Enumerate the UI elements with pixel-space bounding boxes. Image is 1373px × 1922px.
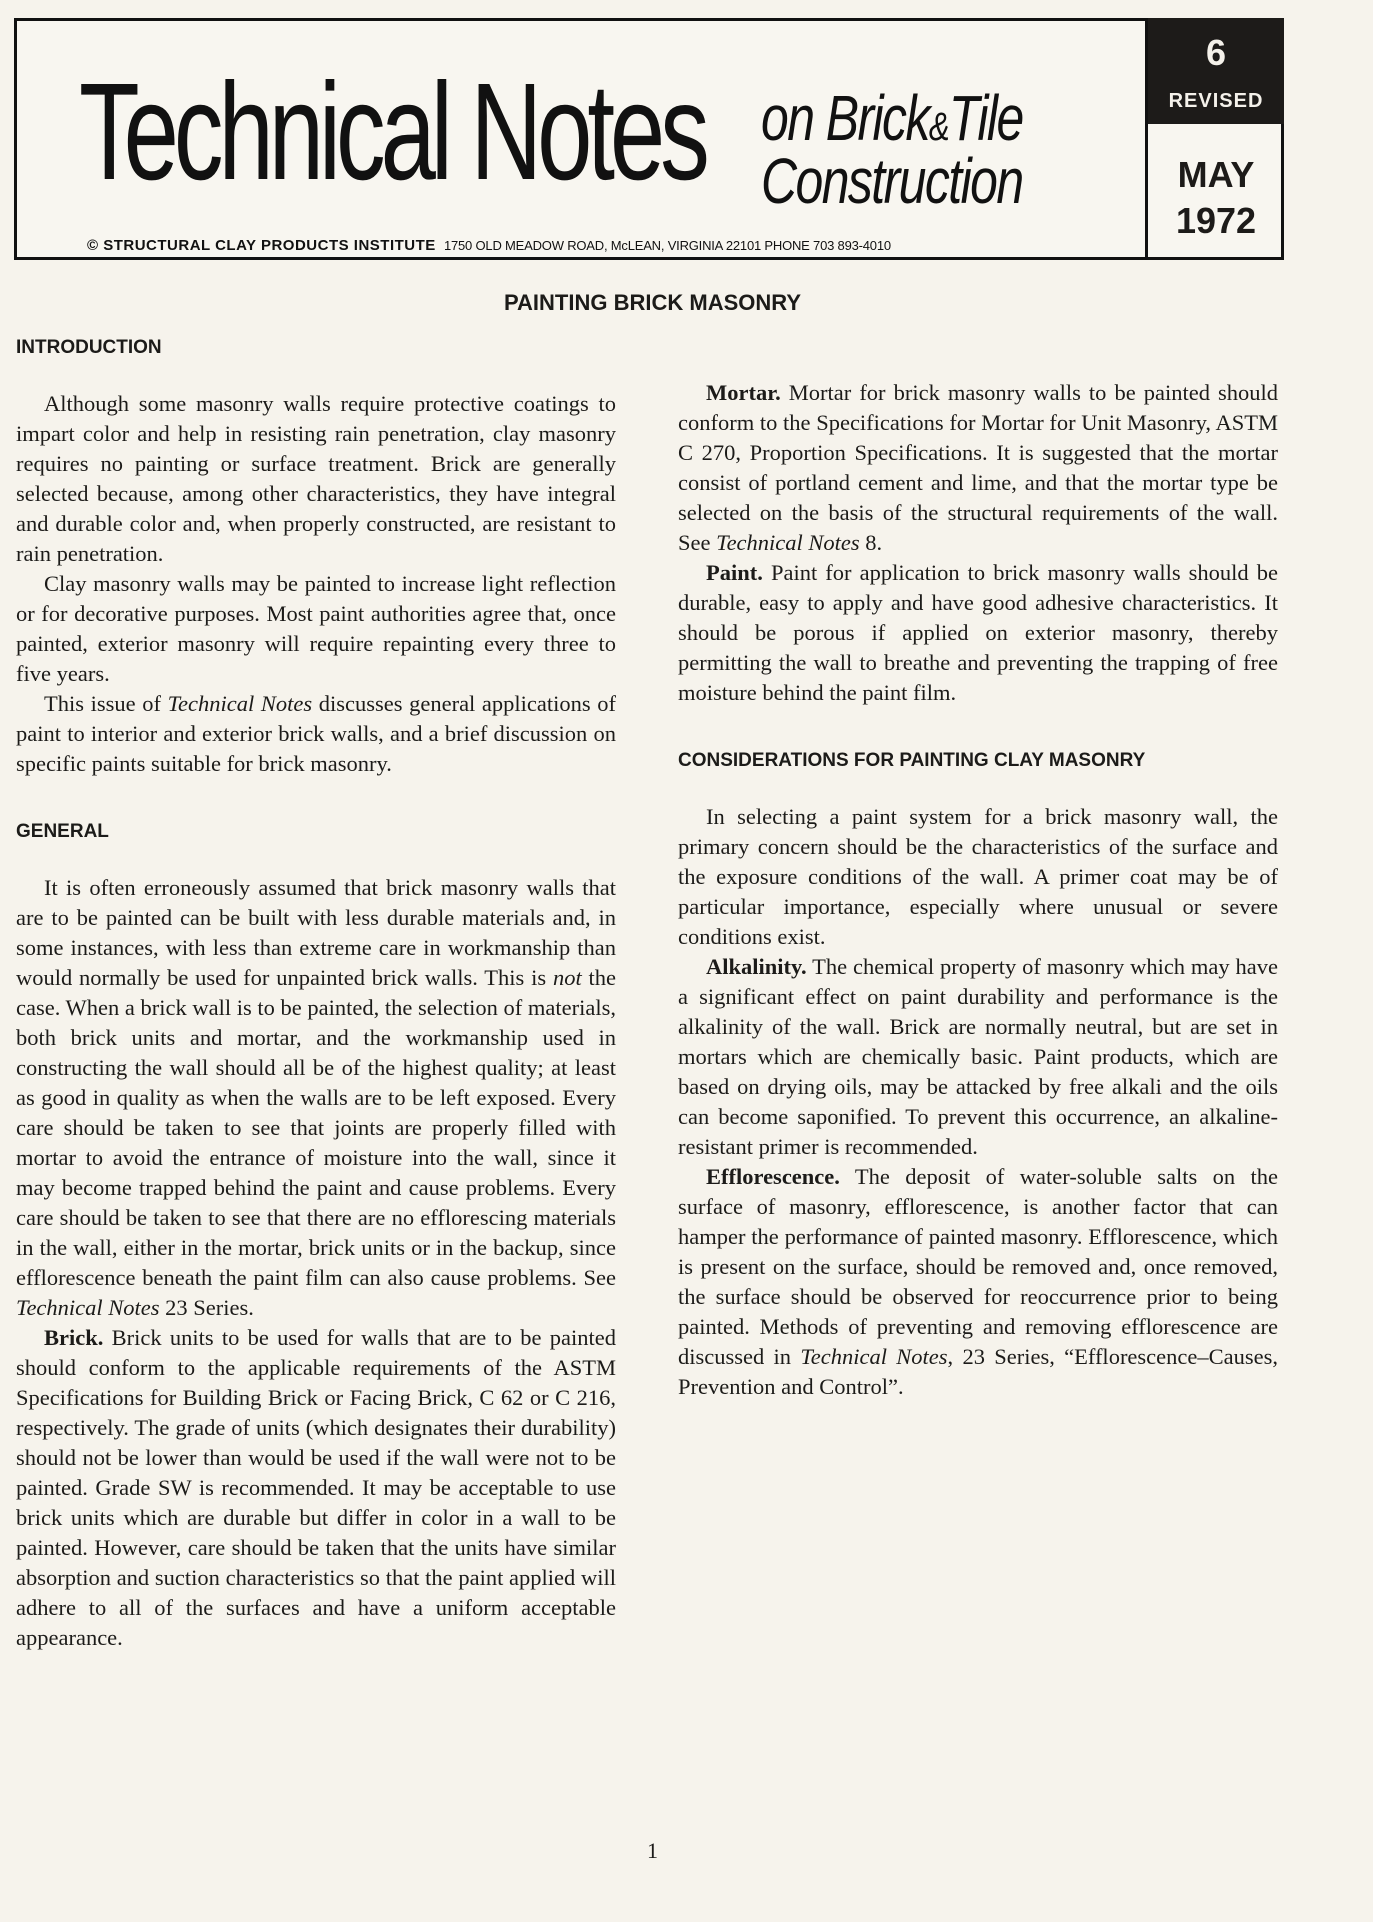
- document-title: PAINTING BRICK MASONRY: [504, 290, 801, 315]
- issue-badge: [1148, 18, 1284, 124]
- subtitle-tile: Tile: [948, 82, 1023, 154]
- masthead-box: [14, 18, 1284, 260]
- brick-paragraph: [16, 1323, 616, 1653]
- efflorescence-emphasis: Technical Notes: [800, 1344, 948, 1369]
- issue-year: 1972: [1175, 200, 1257, 241]
- mortar-text-end: 8.: [859, 530, 883, 555]
- efflorescence-text-a: The deposit of water-soluble salts on the surface of masonry, efflorescence, is another factor that can hamper the performance of painted masonry. Efflorescence, which is present on the surface, should be removed and, once removed, the surface should be observed for reoccurrence prior to being painted. Methods of preventing and removing efflorescence are discussed in: [678, 1164, 1278, 1369]
- mortar-runin-head: Mortar.: [706, 380, 781, 405]
- efflorescence-paragraph: [678, 1162, 1278, 1402]
- page-number: 1: [647, 1838, 658, 1863]
- general-paragraph-1: [16, 873, 616, 1323]
- issue-number: 6: [1205, 32, 1227, 73]
- paint-paragraph: [678, 558, 1278, 708]
- publisher-name: © STRUCTURAL CLAY PRODUCTS INSTITUTE: [87, 237, 436, 254]
- paint-text: Paint for application to brick masonry walls should be durable, easy to apply and have good adhesive characteristics. It should be porous if applied on exterior masonry, thereby permitting the wall to breathe and preventing the trapping of free moisture behind the paint film.: [678, 560, 1278, 705]
- efflorescence-runin-head: Efflorescence.: [706, 1164, 840, 1189]
- subtitle-construction: Construction: [761, 145, 1023, 217]
- paint-runin-head: Paint.: [706, 560, 763, 585]
- left-column: [16, 337, 616, 1653]
- alkalinity-runin-head: Alkalinity.: [706, 954, 807, 979]
- subtitle-ampersand: &: [928, 105, 949, 149]
- mortar-text: Mortar for brick masonry walls to be painted should conform to the Specifications for Mortar for Unit Masonry, ASTM C 270, Proportion Specifications. It is suggested that the mortar consist of portland cement and lime, and that the mortar type be selected on the basis of the structural requirements of the wall. See: [678, 380, 1278, 555]
- heading-introduction: INTRODUCTION: [16, 337, 162, 358]
- masthead-subtitle: [761, 82, 1023, 217]
- issue-box: [1145, 18, 1284, 260]
- intro-p3-text-b: discusses general applications of paint to interior and exterior brick walls, and a brief discussion on specific paints suitable for brick masonry.: [16, 691, 616, 776]
- considerations-paragraph-1: In selecting a paint system for a brick masonry wall, the primary concern should be the characteristics of the surface and the exposure conditions of the wall. A primer coat may be of particular importance, especially where unusual or severe conditions exist.: [678, 804, 1278, 949]
- general-p1-text-a: It is often erroneously assumed that brick masonry walls that are to be painted can be built with less durable materials and, in some instances, with less than extreme care in workmanship than would normally be used for unpainted brick walls. This is: [16, 875, 616, 990]
- alkalinity-paragraph: [678, 952, 1278, 1162]
- heading-considerations: CONSIDERATIONS FOR PAINTING CLAY MASONRY: [678, 750, 1146, 771]
- intro-paragraph-3: [16, 689, 616, 779]
- intro-paragraph-1: Although some masonry walls require protective coatings to impart color and help in resisting rain penetration, clay masonry requires no painting or surface treatment. Brick are generally selected because, among other characteristics, they have integral and durable color and, when properly constructed, are resistant to rain penetration.: [16, 391, 616, 566]
- general-p1-text-b: the case. When a brick wall is to be painted, the selection of materials, both brick units and mortar, and the workmanship used in constructing the wall should all be of the highest quality; at least as good in quality as when the walls are to be left exposed. Every care should be taken to see that joints are properly filled with mortar to avoid the entrance of moisture into the wall, since it may become trapped behind the paint and cause problems. Every care should be taken to see that there are no efflorescing materials in the wall, either in the mortar, brick units or in the backup, since efflorescence beneath the paint film can also cause problems. See: [16, 965, 616, 1290]
- mortar-paragraph: [678, 378, 1278, 558]
- right-column: [678, 378, 1278, 1402]
- general-p1-emphasis-2: Technical Notes: [16, 1295, 160, 1320]
- subtitle-brick: on Brick: [761, 82, 929, 154]
- issue-status: REVISED: [1168, 90, 1264, 112]
- publisher-address: 1750 OLD MEADOW ROAD, McLEAN, VIRGINIA 22101 PHONE 703 893-4010: [443, 238, 891, 253]
- intro-p3-text-a: This issue of: [44, 691, 168, 716]
- brick-text: Brick units to be used for walls that are to be painted should conform to the applicable requirements of the ASTM Specifications for Building Brick or Facing Brick, C 62 or C 216, respectively. The grade of units (which designates their durability) should not be lower than would be used if the wall were not to be painted. Grade SW is recommended. It may be acceptable to use brick units which are durable but differ in color in a wall to be painted. However, care should be taken that the units have similar absorption and suction characteristics so that the paint applied will adhere to all of the surfaces and have a uniform acceptable appearance.: [16, 1325, 616, 1650]
- publisher-line: [87, 237, 891, 254]
- general-p1-emphasis: not: [552, 965, 582, 990]
- alkalinity-text: The chemical property of masonry which may have a significant effect on paint durability and performance is the alkalinity of the wall. Brick are normally neutral, but are set in mortars which are chemically basic. Paint products, which are based on drying oils, may be attacked by free alkali and the oils can become saponified. To prevent this occurrence, an alkaline-resistant primer is recommended.: [678, 954, 1278, 1159]
- brick-runin-head: Brick.: [44, 1325, 104, 1350]
- heading-general: GENERAL: [16, 821, 109, 842]
- efflorescence-text-b: , 23 Series, “Efflorescence–Causes, Prevention and Control”.: [678, 1344, 1278, 1399]
- intro-p3-emphasis: Technical Notes: [167, 691, 313, 716]
- general-p1-text-c: 23 Series.: [159, 1295, 254, 1320]
- masthead-title: Technical Notes: [79, 55, 705, 209]
- mortar-emphasis: Technical Notes: [716, 530, 860, 555]
- intro-paragraph-2: Clay masonry walls may be painted to increase light reflection or for decorative purposes. Most paint authorities agree that, once painted, exterior masonry will require repainting every three to five years.: [16, 571, 616, 686]
- issue-month: MAY: [1177, 154, 1255, 195]
